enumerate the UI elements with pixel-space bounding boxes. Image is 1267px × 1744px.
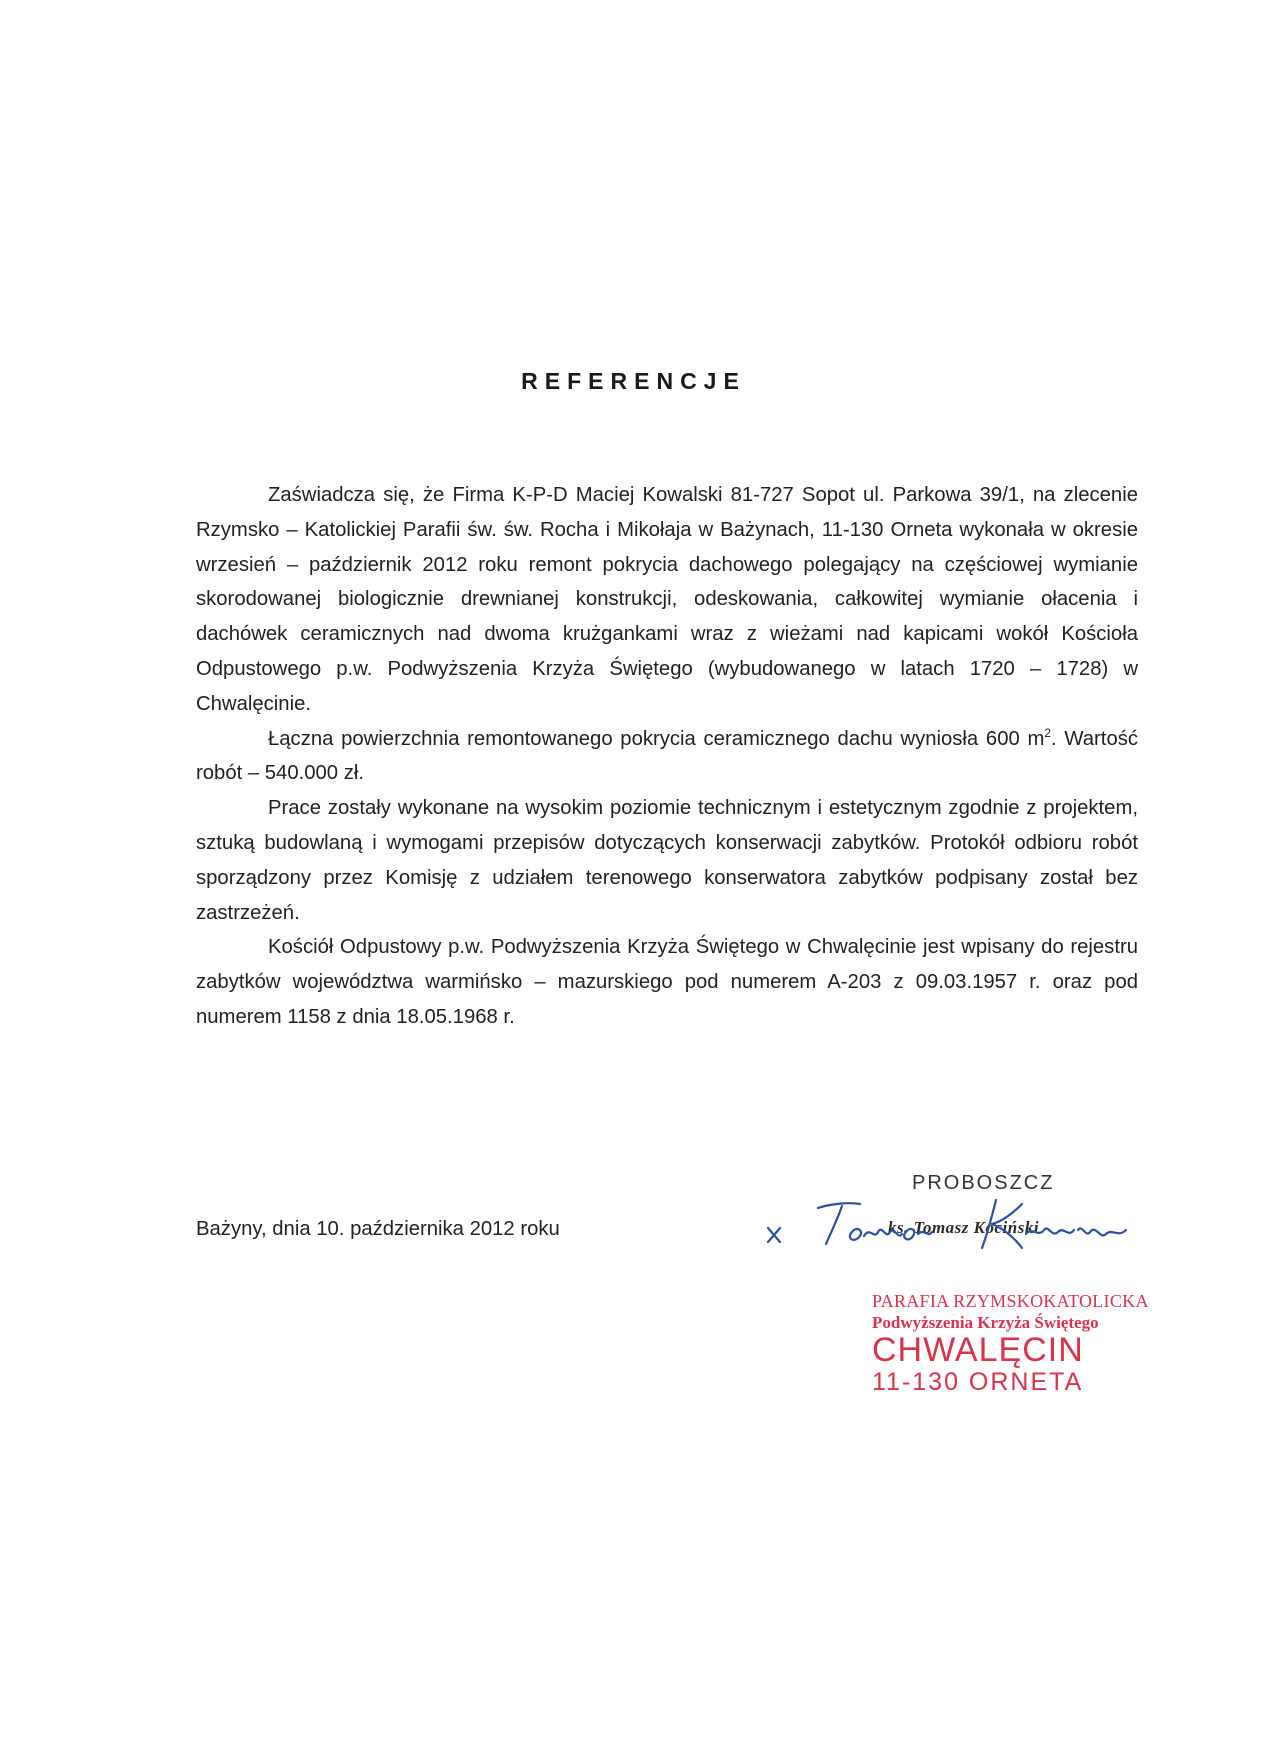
- place-date-line: Bażyny, dnia 10. października 2012 roku: [196, 1218, 560, 1240]
- signatory-role: PROBOSZCZ: [912, 1172, 1055, 1194]
- stamp-locality: CHWALĘCIN: [872, 1331, 1084, 1369]
- paragraph-certification: Zaświadcza się, że Firma K-P-D Maciej Kowalski 81-727 Sopot ul. Parkowa 39/1, na zlecenie Rzymsko – Katolickiej Parafii św. św. Rocha i Mikołaja w Bażynach, 11-130 Orneta wykonała w okresie wrzesień – październik 2012 roku remont pokrycia dachowego polegający na częściowej wymianie skorodowanej biologicznie drewnianej konstrukcji, odeskowania, całkowitej wymianie ołacenia i dachówek ceramicznych nad dwoma krużgankami wraz z wieżami nad kapicami wokół Kościoła Odpustowego p.w. Podwyższenia Krzyża Świętego (wybudowanego w latach 1720 – 1728) w Chwalęcinie.: [196, 484, 1138, 715]
- paragraph-quality: Prace zostały wykonane na wysokim poziomie technicznym i estetycznym zgodnie z projektem, sztuką budowlaną i wymogami przepisów dotyczących konserwacji zabytków. Protokół odbioru robót sporządzony przez Komisję z udziałem terenowego konserwatora zabytków podpisany został bez zastrzeżeń.: [196, 797, 1138, 924]
- area-text: Łączna powierzchnia remontowanego pokrycia ceramicznego dachu wyniosła 600 m: [268, 727, 1045, 750]
- signatory-name: ks. Tomasz Kociński: [888, 1218, 1040, 1237]
- handwritten-signature: [760, 1190, 1140, 1260]
- area-unit-superscript: 2: [1044, 725, 1052, 740]
- stamp-parish-name: Podwyższenia Krzyża Świętego: [872, 1313, 1099, 1332]
- stamp-parish-type: PARAFIA RZYMSKOKATOLICKA: [872, 1291, 1149, 1311]
- document-title: REFERENCJE: [521, 368, 746, 394]
- letter-body: [196, 478, 1138, 1035]
- stamp-postal-address: 11-130 ORNETA: [872, 1368, 1084, 1396]
- paragraph-area-value: [196, 722, 1138, 792]
- parish-stamp: [872, 1290, 1149, 1397]
- paragraph-registry: Kościół Odpustowy p.w. Podwyższenia Krzyża Świętego w Chwalęcinie jest wpisany do rejestru zabytków województwa warmińsko – mazurskiego pod numerem A-203 z 09.03.1957 r. oraz pod numerem 1158 z dnia 18.05.1968 r.: [196, 936, 1138, 1028]
- value-text: . Wartość robót – 540.000 zł.: [196, 727, 1138, 785]
